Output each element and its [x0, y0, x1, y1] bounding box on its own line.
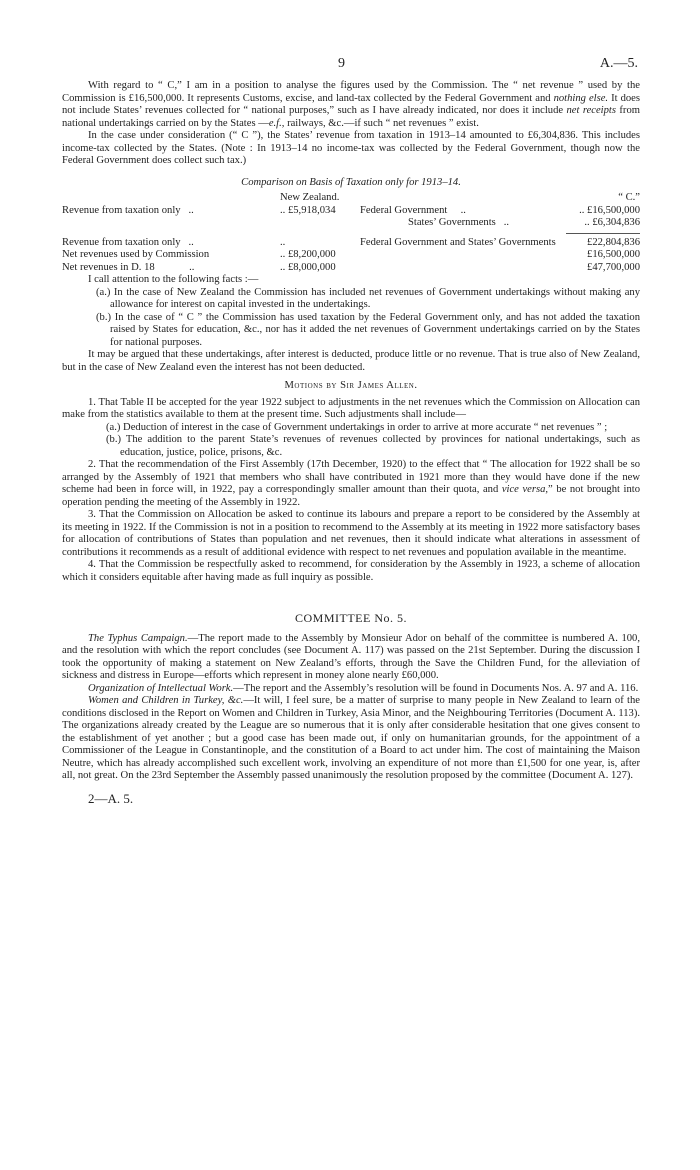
document-page — [62, 58, 640, 805]
comparison-table — [62, 192, 640, 274]
motion-1: 1. That Table II be accepted for the year 1922 subject to adjustments in the net revenues which the Commission on Allocation can make from the statistics available to them at the present time. Such adjustments shall include— — [62, 396, 640, 420]
paragraph-intellectual-work: Organization of Intellectual Work.—The report and the Assembly’s resolution will be found in Documents Nos. A. 97 and A. 116. — [88, 682, 639, 694]
motion-1b: (b.) The addition to the parent State’s revenues of revenues collected by provinces for national undertakings, such as education, justice, police, prisons, &c. — [106, 434, 640, 458]
comparison-title: Comparison on Basis of Taxation only for 1913–14. — [241, 176, 461, 188]
table-row: Revenue from taxation only .. .. Federal Government and States’ Governments £22,804,836 — [62, 236, 640, 248]
paragraph-women-children: Women and Children in Turkey, &c.—It will, I feel sure, be a matter of surprise to many people in New Zealand to learn of the conditions disclosed in the Report on Women and Children in Turkey, Asia Minor, and the Neighbouring Territories (Document A. 113). The organizations already created by the League are so numerous that it is only after considerable hesitation that one gives consent to the establishment of yet another ; but a good case has been made out, if only on humanitarian grounds, for the appointment of a Commissioner of the League in Constantinople, and the constitution of a Board to act under him. The cost of maintaining the Maison Neutre, which has already accomplished such excellent work, involving an expenditure of not more than £1,500 for one year, is, after all, not great. On the 23rd September the Assembly passed unanimously the resolution proposed by the committee (Document A. 127). — [62, 695, 641, 781]
fact-b: (b.) In the case of “ C ” the Commission has used taxation by the Federal Government only, and has not added the taxation raised by States for education, &c., nor has it added the net revenues of Government undertakings carried on by the States for national purposes. — [96, 311, 640, 348]
motions-heading: Motions by Sir James Allen. — [284, 380, 418, 391]
table-row: Net revenues in D. 18 .. .. £8,000,000 £47,700,000 — [62, 261, 640, 273]
table-row: States’ Governments .. .. £6,304,836 — [408, 217, 640, 228]
facts-intro: I call attention to the following facts :— — [88, 274, 259, 285]
motion-2: 2. That the recommendation of the First Assembly (17th December, 1920) to the effect that “ The allocation for 1922 shall be so arranged by the Assembly of 1921 that members who shall have contributed in 1921 more than they would have done if the new scheme had been in force will, in 1922, pay a correspondingly smaller amount than their quota, and vice versa,” be not brought into operation pending the meeting of the Assembly in 1922. — [62, 459, 640, 508]
column-header-nz: New Zealand. — [280, 192, 340, 203]
motion-1a: (a.) Deduction of interest in the case of Government undertakings in order to arrive at more accurate “ net revenues ” ; — [106, 421, 608, 433]
paragraph-net-revenue: With regard to “ C,” I am in a position to analyse the figures used by the Commission. The “ net revenue ” used by the Commission is £16,500,000. It represents Customs, excise, and land-tax collected by the Federal Government and nothing else. It does not include States’ revenues collected for “ national purposes,” such as I have already indicated, nor does it include net receipts from national undertakings carried on by the States —e.f., railways, &c.—if such “ net revenues ” exist. — [62, 80, 641, 129]
page-header — [62, 58, 640, 80]
committee-heading: COMMITTEE No. 5. — [295, 611, 407, 625]
motion-4: 4. That the Commission be respectfully asked to recommend, for consideration by the Assembly in 1923, a scheme of allocation which it considers equitable after having made as full inquiry as possible. — [62, 559, 640, 583]
fact-a: (a.) In the case of New Zealand the Commission has included net revenues of Government undertakings without making any allowance for interest on capital invested in the undertakings. — [96, 286, 640, 310]
paragraph-states-revenue: In the case under consideration (“ C ”), the States’ revenue from taxation in 1913–14 amounted to £6,304,836. This includes income-tax collected by the States. (Note : In 1913–14 no income-tax was collected by the Federal Government, though now the Federal Government does collect such tax.) — [62, 130, 640, 166]
motion-3: 3. That the Commission on Allocation be asked to continue its labours and prepare a report to be considered by the Assembly at its meeting in 1922. If the Commission is not in a position to recommend to the Assembly at its meeting in 1922 more satisfactory bases for allocation of contributions of States than population and net revenues, then it should indicate what alterations in assessment of contributions it recommends as a result of additional evidence with respect to net revenues and population available in the meantime. — [62, 509, 640, 558]
footer-signature: 2—A. 5. — [88, 790, 134, 806]
paragraph-argued: It may be argued that these undertakings, after interest is deducted, produce little or no revenue. That is true also of New Zealand, but in the case of New Zealand even the interest has not been deducted. — [62, 349, 640, 373]
column-header-c: “ C.” — [618, 192, 640, 203]
page-number: 9 — [338, 56, 345, 71]
table-row: Net revenues used by Commission .. £8,200,000 £16,500,000 — [62, 249, 640, 260]
document-reference: A.—5. — [599, 56, 638, 71]
table-row: Revenue from taxation only .. .. £5,918,034 Federal Government .. .. £16,500,000 — [62, 204, 640, 216]
paragraph-typhus: The Typhus Campaign.—The report made to the Assembly by Monsieur Ador on behalf of the committee is numbered A. 100, and the resolution with which the report concludes (see Document A. 117) was passed on the 21st September. During the discussion I took the opportunity of making a statement on New Zealand’s efforts, through the Save the Children Fund, for the alleviation of sickness and distress in Europe—efforts which represent in money alone nearly £60,000. — [62, 632, 640, 681]
